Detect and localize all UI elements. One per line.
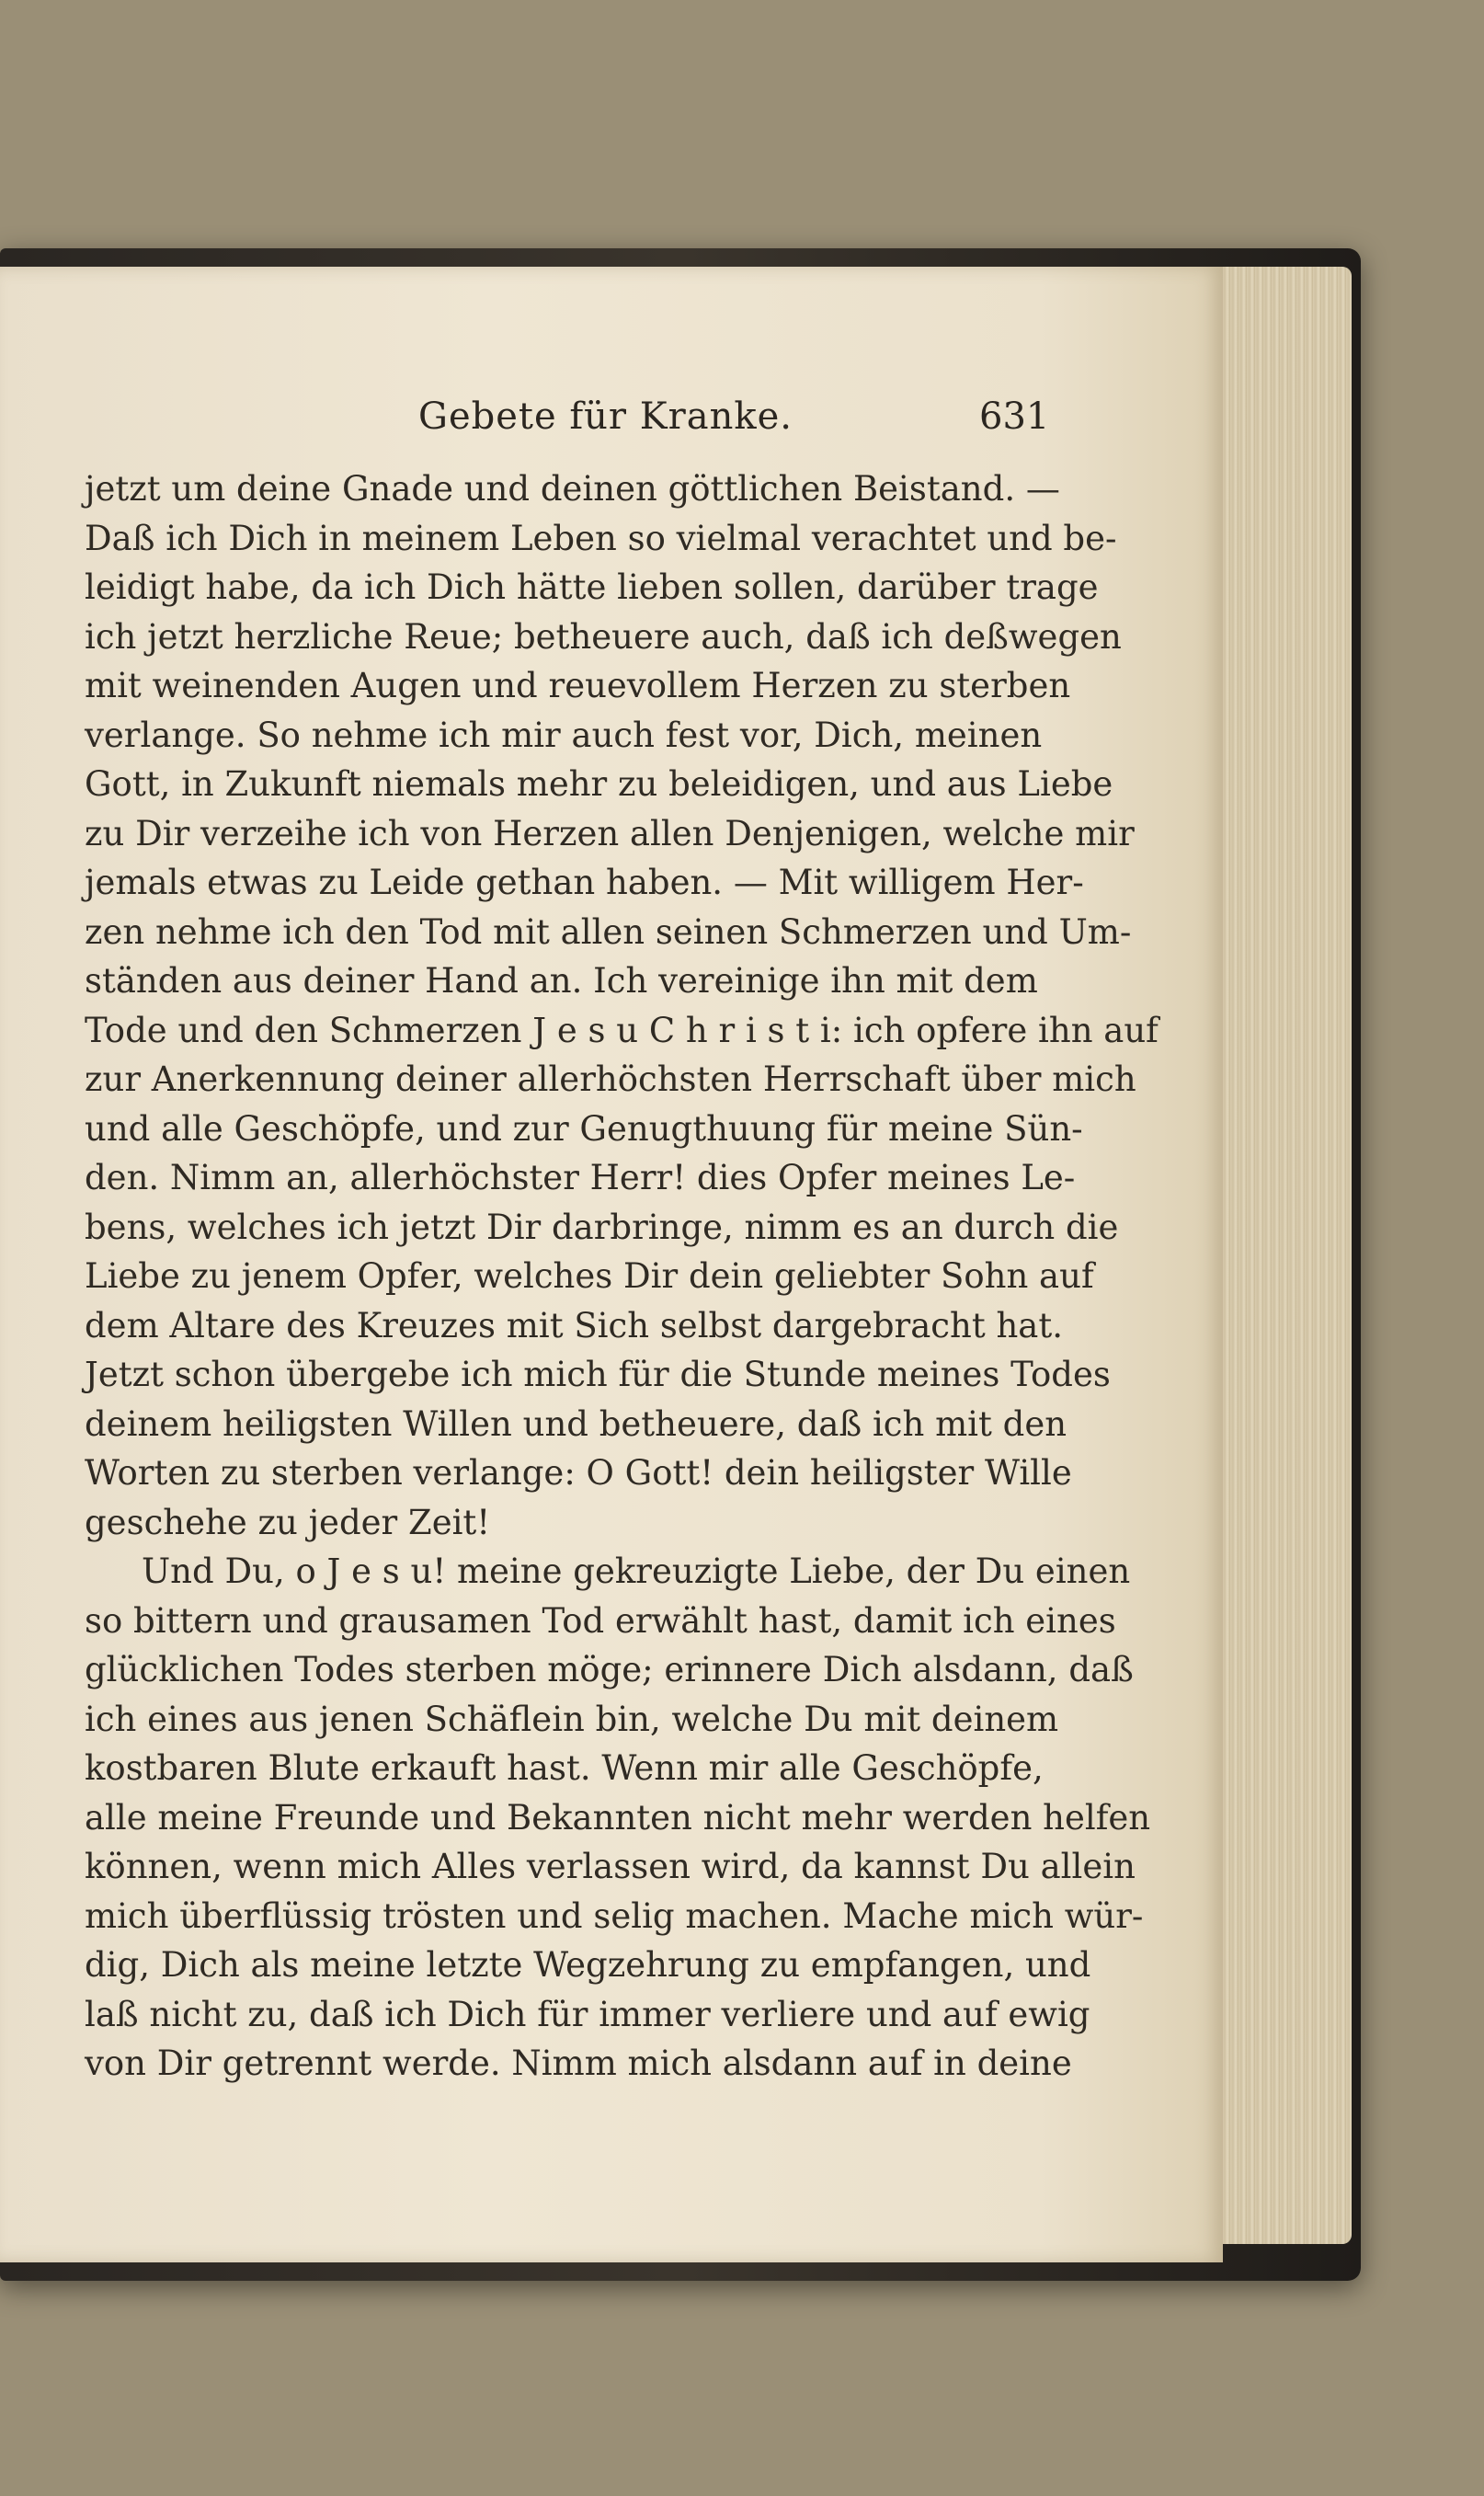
text-line: dig, Dich als meine letzte Wegzehrung zu empfangen, und (85, 1945, 1091, 1985)
text-line: mit weinenden Augen und reuevollem Herzen zu sterben (85, 666, 1071, 705)
text-line: Tode und den Schmerzen J e s u C h r i s t i: ich opfere ihn auf (85, 1010, 1159, 1050)
text-line: mich überflüssig trösten und selig machen. Mache mich wür- (85, 1895, 1144, 1936)
text-line: alle meine Freunde und Bekannten nicht mehr werden helfen (85, 1797, 1151, 1838)
text-line: Daß ich Dich in meinem Leben so vielmal verachtet und be- (85, 518, 1117, 558)
text-line: Und Du, o J e s u! meine gekreuzigte Liebe, der Du einen (142, 1551, 1131, 1591)
text-line: Jetzt schon übergebe ich mich für die Stunde meines Todes (85, 1355, 1111, 1394)
text-line: deinem heiligsten Willen und betheuere, daß ich mit den (85, 1403, 1067, 1444)
paragraph (85, 464, 1159, 1547)
text-line: laß nicht zu, daß ich Dich für immer verliere und auf ewig (85, 1994, 1090, 2034)
text-line: zu Dir verzeihe ich von Herzen allen Denjenigen, welche mir (85, 813, 1135, 853)
text-line: geschehe zu jeder Zeit! (85, 1502, 491, 1542)
text-line: Worten zu sterben verlange: O Gott! dein heiligster Wille (85, 1453, 1072, 1493)
paragraph (85, 1547, 1151, 2089)
text-line: ich jetzt herzliche Reue; betheuere auch, daß ich deßwegen (85, 616, 1122, 657)
text-line: verlange. So nehme ich mir auch fest vor, Dich, meinen (85, 715, 1043, 755)
text-line: kostbaren Blute erkauft hast. Wenn mir alle Geschöpfe, (85, 1748, 1044, 1788)
text-line: ich eines aus jenen Schäflein bin, welche Du mit deinem (85, 1699, 1059, 1739)
running-title: Gebete für Kranke. (418, 395, 793, 438)
text-line: glücklichen Todes sterben möge; erinnere Dich alsdann, daß (85, 1650, 1134, 1689)
text-line: bens, welches ich jetzt Dir darbringe, nimm es an durch die (85, 1207, 1119, 1247)
text-line: Liebe zu jenem Opfer, welches Dir dein geliebter Sohn auf (85, 1256, 1094, 1296)
text-line: zur Anerkennung deiner allerhöchsten Herrschaft über mich (85, 1059, 1136, 1099)
text-line: jemals etwas zu Leide gethan haben. — Mit willigem Her- (85, 863, 1084, 902)
text-line: dem Altare des Kreuzes mit Sich selbst dargebracht hat. (85, 1305, 1063, 1345)
text-line: von Dir getrennt werde. Nimm mich alsdann auf in deine (85, 2044, 1072, 2083)
text-line: leidigt habe, da ich Dich hätte lieben sollen, darüber trage (85, 567, 1099, 607)
body-text (85, 464, 1159, 2089)
text-line: so bittern und grausamen Tod erwählt hast, damit ich eines (85, 1600, 1116, 1641)
text-line: jetzt um deine Gnade und deinen göttlichen Beistand. — (85, 469, 1060, 509)
text-line: und alle Geschöpfe, und zur Genugthuung für meine Sün- (85, 1108, 1083, 1149)
page-edges (1214, 267, 1352, 2244)
page-number: 631 (979, 395, 1050, 438)
text-line: Gott, in Zukunft niemals mehr zu beleidigen, und aus Liebe (85, 764, 1113, 804)
text-line: ständen aus deiner Hand an. Ich vereinige ihn mit dem (85, 961, 1038, 1001)
text-line: können, wenn mich Alles verlassen wird, da kannst Du allein (85, 1847, 1136, 1886)
text-line: zen nehme ich den Tod mit allen seinen Schmerzen und Um- (85, 911, 1132, 952)
text-line: den. Nimm an, allerhöchster Herr! dies Opfer meines Le- (85, 1158, 1076, 1197)
running-head (0, 395, 1223, 451)
